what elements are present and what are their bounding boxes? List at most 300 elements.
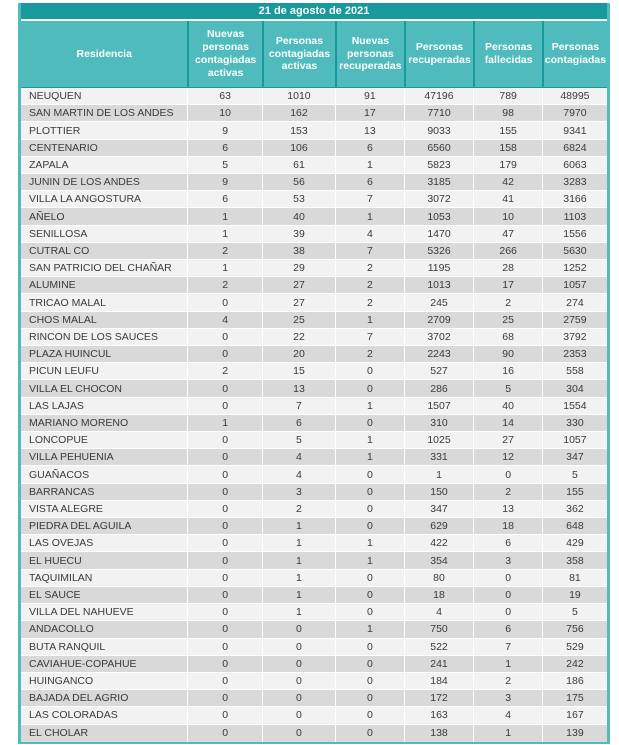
table-row [21, 432, 607, 449]
value-cell: 175 [542, 690, 607, 707]
table-row [21, 157, 607, 174]
value-cell: 6560 [404, 140, 474, 157]
value-cell: 179 [473, 157, 542, 174]
residencia-cell: PLAZA HUINCUL [21, 346, 187, 363]
residencia-cell: GUAÑACOS [21, 466, 187, 483]
residencia-cell: JUNIN DE LOS ANDES [21, 174, 187, 191]
table-header-row [21, 21, 607, 88]
value-cell: 4 [262, 449, 335, 466]
value-cell: 1470 [404, 226, 474, 243]
value-cell: 0 [187, 639, 261, 656]
residencia-cell: MARIANO MORENO [21, 415, 187, 432]
value-cell: 7 [335, 329, 404, 346]
value-cell: 40 [473, 398, 542, 415]
value-cell: 1057 [542, 432, 607, 449]
value-cell: 2 [335, 277, 404, 294]
value-cell: 16 [473, 363, 542, 380]
value-cell: 1 [262, 570, 335, 587]
value-cell: 1 [262, 535, 335, 552]
value-cell: 750 [404, 621, 474, 638]
value-cell: 6 [335, 174, 404, 191]
value-cell: 98 [473, 105, 542, 122]
value-cell: 0 [335, 363, 404, 380]
value-cell: 61 [262, 157, 335, 174]
value-cell: 0 [187, 501, 261, 518]
value-cell: 0 [187, 570, 261, 587]
value-cell: 3 [473, 690, 542, 707]
residencia-cell: ZAPALA [21, 157, 187, 174]
value-cell: 5823 [404, 157, 474, 174]
value-cell: 304 [542, 380, 607, 397]
residencia-cell: ANDACOLLO [21, 621, 187, 638]
value-cell: 25 [473, 312, 542, 329]
value-cell: 3283 [542, 174, 607, 191]
value-cell: 0 [335, 466, 404, 483]
table-date-title: 21 de agosto de 2021 [258, 5, 370, 17]
value-cell: 629 [404, 518, 474, 535]
value-cell: 0 [187, 398, 261, 415]
value-cell: 0 [335, 639, 404, 656]
table-row [21, 260, 607, 277]
value-cell: 310 [404, 415, 474, 432]
value-cell: 2 [187, 363, 261, 380]
table-row [21, 707, 607, 724]
value-cell: 184 [404, 673, 474, 690]
value-cell: 330 [542, 415, 607, 432]
value-cell: 13 [473, 501, 542, 518]
value-cell: 331 [404, 449, 474, 466]
value-cell: 1 [335, 432, 404, 449]
residencia-cell: PICUN LEUFU [21, 363, 187, 380]
table-row [21, 552, 607, 569]
value-cell: 0 [262, 673, 335, 690]
residencia-cell: LAS LAJAS [21, 398, 187, 415]
value-cell: 25 [262, 312, 335, 329]
value-cell: 27 [473, 432, 542, 449]
column-header-2: Personas contagiadas activas [262, 21, 335, 87]
value-cell: 6 [187, 191, 261, 208]
value-cell: 81 [542, 570, 607, 587]
value-cell: 0 [187, 707, 261, 724]
value-cell: 1 [404, 466, 474, 483]
value-cell: 163 [404, 707, 474, 724]
value-cell: 0 [187, 346, 261, 363]
value-cell: 6 [187, 140, 261, 157]
value-cell: 1 [335, 535, 404, 552]
value-cell: 0 [262, 690, 335, 707]
value-cell: 241 [404, 656, 474, 673]
value-cell: 0 [473, 466, 542, 483]
table-row [21, 122, 607, 139]
value-cell: 0 [187, 329, 261, 346]
value-cell: 20 [262, 346, 335, 363]
value-cell: 155 [473, 122, 542, 139]
value-cell: 5630 [542, 243, 607, 260]
residencia-cell: VISTA ALEGRE [21, 501, 187, 518]
value-cell: 0 [473, 570, 542, 587]
column-header-1: Nuevas personas contagiadas activas [187, 21, 261, 87]
value-cell: 80 [404, 570, 474, 587]
value-cell: 0 [335, 604, 404, 621]
value-cell: 19 [542, 587, 607, 604]
value-cell: 186 [542, 673, 607, 690]
value-cell: 10 [473, 208, 542, 225]
value-cell: 1 [335, 157, 404, 174]
value-cell: 558 [542, 363, 607, 380]
value-cell: 1556 [542, 226, 607, 243]
value-cell: 0 [187, 656, 261, 673]
value-cell: 7710 [404, 105, 474, 122]
table-row [21, 587, 607, 604]
table-row [21, 88, 607, 105]
table-row [21, 535, 607, 552]
value-cell: 4 [404, 604, 474, 621]
residencia-cell: NEUQUEN [21, 88, 187, 105]
value-cell: 354 [404, 552, 474, 569]
value-cell: 10 [187, 105, 261, 122]
residencia-cell: CHOS MALAL [21, 312, 187, 329]
value-cell: 2 [335, 346, 404, 363]
residencia-cell: VILLA LA ANGOSTURA [21, 191, 187, 208]
value-cell: 38 [262, 243, 335, 260]
value-cell: 0 [262, 621, 335, 638]
residencia-cell: HUINGANCO [21, 673, 187, 690]
value-cell: 1057 [542, 277, 607, 294]
residencia-cell: AÑELO [21, 208, 187, 225]
value-cell: 1507 [404, 398, 474, 415]
value-cell: 2353 [542, 346, 607, 363]
value-cell: 0 [335, 380, 404, 397]
value-cell: 56 [262, 174, 335, 191]
value-cell: 1 [473, 725, 542, 742]
value-cell: 0 [473, 587, 542, 604]
value-cell: 0 [187, 466, 261, 483]
value-cell: 242 [542, 656, 607, 673]
value-cell: 274 [542, 294, 607, 311]
table-row [21, 226, 607, 243]
value-cell: 150 [404, 484, 474, 501]
value-cell: 2 [473, 294, 542, 311]
table-row [21, 312, 607, 329]
value-cell: 155 [542, 484, 607, 501]
value-cell: 13 [262, 380, 335, 397]
value-cell: 18 [473, 518, 542, 535]
value-cell: 429 [542, 535, 607, 552]
residencia-cell: CAVIAHUE-COPAHUE [21, 656, 187, 673]
residencia-cell: LAS OVEJAS [21, 535, 187, 552]
value-cell: 529 [542, 639, 607, 656]
table-row [21, 518, 607, 535]
value-cell: 0 [187, 449, 261, 466]
residencia-cell: SAN PATRICIO DEL CHAÑAR [21, 260, 187, 277]
value-cell: 2 [187, 277, 261, 294]
residencia-cell: EL CHOLAR [21, 725, 187, 742]
value-cell: 27 [262, 277, 335, 294]
value-cell: 358 [542, 552, 607, 569]
value-cell: 0 [335, 656, 404, 673]
table-row [21, 294, 607, 311]
value-cell: 1013 [404, 277, 474, 294]
value-cell: 2759 [542, 312, 607, 329]
value-cell: 18 [404, 587, 474, 604]
residencia-cell: TRICAO MALAL [21, 294, 187, 311]
value-cell: 91 [335, 88, 404, 105]
table-row [21, 449, 607, 466]
value-cell: 153 [262, 122, 335, 139]
column-header-5: Personas fallecidas [473, 21, 542, 87]
value-cell: 0 [335, 415, 404, 432]
value-cell: 1 [335, 208, 404, 225]
value-cell: 1 [187, 226, 261, 243]
table-row [21, 501, 607, 518]
residencia-cell: RINCON DE LOS SAUCES [21, 329, 187, 346]
value-cell: 1 [262, 604, 335, 621]
value-cell: 0 [335, 690, 404, 707]
value-cell: 3185 [404, 174, 474, 191]
value-cell: 1 [262, 518, 335, 535]
table-row [21, 363, 607, 380]
value-cell: 0 [335, 570, 404, 587]
value-cell: 17 [335, 105, 404, 122]
value-cell: 245 [404, 294, 474, 311]
table-row [21, 346, 607, 363]
value-cell: 0 [187, 725, 261, 742]
column-header-4: Personas recuperadas [404, 21, 474, 87]
table-row [21, 208, 607, 225]
value-cell: 5 [542, 604, 607, 621]
value-cell: 756 [542, 621, 607, 638]
residencia-cell: VILLA PEHUENIA [21, 449, 187, 466]
value-cell: 522 [404, 639, 474, 656]
table-row [21, 725, 607, 742]
value-cell: 6 [335, 140, 404, 157]
value-cell: 3702 [404, 329, 474, 346]
value-cell: 9 [187, 122, 261, 139]
value-cell: 0 [262, 707, 335, 724]
value-cell: 1554 [542, 398, 607, 415]
value-cell: 4 [262, 466, 335, 483]
value-cell: 29 [262, 260, 335, 277]
value-cell: 0 [335, 501, 404, 518]
residencia-cell: CUTRAL CO [21, 243, 187, 260]
value-cell: 2709 [404, 312, 474, 329]
value-cell: 2 [262, 501, 335, 518]
value-cell: 15 [262, 363, 335, 380]
value-cell: 0 [262, 725, 335, 742]
value-cell: 0 [187, 690, 261, 707]
value-cell: 0 [473, 604, 542, 621]
residencia-cell: LONCOPUE [21, 432, 187, 449]
value-cell: 1 [187, 208, 261, 225]
value-cell: 90 [473, 346, 542, 363]
value-cell: 17 [473, 277, 542, 294]
value-cell: 47 [473, 226, 542, 243]
table-row [21, 604, 607, 621]
table-row [21, 191, 607, 208]
value-cell: 53 [262, 191, 335, 208]
value-cell: 7 [473, 639, 542, 656]
column-header-6: Personas contagiadas [542, 21, 607, 87]
value-cell: 0 [187, 294, 261, 311]
residencia-cell: VILLA DEL NAHUEVE [21, 604, 187, 621]
value-cell: 2243 [404, 346, 474, 363]
residencia-cell: BARRANCAS [21, 484, 187, 501]
residencia-cell: EL HUECU [21, 552, 187, 569]
table-row [21, 466, 607, 483]
value-cell: 0 [335, 587, 404, 604]
value-cell: 0 [187, 621, 261, 638]
value-cell: 4 [187, 312, 261, 329]
value-cell: 1 [335, 552, 404, 569]
value-cell: 0 [187, 673, 261, 690]
table-row [21, 639, 607, 656]
column-header-3: Nuevas personas recuperadas [335, 21, 404, 87]
value-cell: 9341 [542, 122, 607, 139]
value-cell: 5 [187, 157, 261, 174]
value-cell: 5326 [404, 243, 474, 260]
value-cell: 0 [335, 707, 404, 724]
residencia-cell: SENILLOSA [21, 226, 187, 243]
value-cell: 1 [187, 415, 261, 432]
value-cell: 0 [187, 432, 261, 449]
value-cell: 22 [262, 329, 335, 346]
table-row [21, 621, 607, 638]
value-cell: 1103 [542, 208, 607, 225]
value-cell: 0 [187, 604, 261, 621]
value-cell: 41 [473, 191, 542, 208]
value-cell: 0 [335, 518, 404, 535]
table-row [21, 174, 607, 191]
value-cell: 5 [473, 380, 542, 397]
value-cell: 7 [335, 243, 404, 260]
table-row [21, 673, 607, 690]
value-cell: 266 [473, 243, 542, 260]
table-row [21, 484, 607, 501]
table-row [21, 277, 607, 294]
value-cell: 1 [473, 656, 542, 673]
value-cell: 106 [262, 140, 335, 157]
table-row [21, 105, 607, 122]
value-cell: 1 [335, 449, 404, 466]
value-cell: 1 [262, 552, 335, 569]
table-row [21, 329, 607, 346]
value-cell: 1010 [262, 88, 335, 105]
value-cell: 14 [473, 415, 542, 432]
value-cell: 2 [335, 294, 404, 311]
value-cell: 3792 [542, 329, 607, 346]
value-cell: 6824 [542, 140, 607, 157]
value-cell: 6063 [542, 157, 607, 174]
value-cell: 0 [187, 518, 261, 535]
value-cell: 789 [473, 88, 542, 105]
residencia-cell: VILLA EL CHOCON [21, 380, 187, 397]
value-cell: 4 [473, 707, 542, 724]
value-cell: 28 [473, 260, 542, 277]
covid-cases-table [18, 3, 610, 744]
value-cell: 9 [187, 174, 261, 191]
value-cell: 0 [187, 552, 261, 569]
value-cell: 6 [262, 415, 335, 432]
value-cell: 167 [542, 707, 607, 724]
value-cell: 347 [542, 449, 607, 466]
residencia-cell: TAQUIMILAN [21, 570, 187, 587]
value-cell: 1 [187, 260, 261, 277]
value-cell: 7 [335, 191, 404, 208]
value-cell: 5 [262, 432, 335, 449]
value-cell: 68 [473, 329, 542, 346]
column-header-0: Residencia [76, 47, 132, 60]
value-cell: 0 [187, 587, 261, 604]
value-cell: 7970 [542, 105, 607, 122]
table-row [21, 415, 607, 432]
value-cell: 0 [335, 725, 404, 742]
value-cell: 5 [542, 466, 607, 483]
value-cell: 0 [335, 673, 404, 690]
value-cell: 3166 [542, 191, 607, 208]
value-cell: 0 [187, 535, 261, 552]
value-cell: 47196 [404, 88, 474, 105]
table-title-bar [21, 3, 607, 21]
residencia-cell: EL SAUCE [21, 587, 187, 604]
table-row [21, 690, 607, 707]
value-cell: 27 [262, 294, 335, 311]
value-cell: 2 [473, 484, 542, 501]
value-cell: 13 [335, 122, 404, 139]
value-cell: 1025 [404, 432, 474, 449]
value-cell: 422 [404, 535, 474, 552]
value-cell: 1 [335, 621, 404, 638]
value-cell: 4 [335, 226, 404, 243]
table-row [21, 398, 607, 415]
value-cell: 527 [404, 363, 474, 380]
residencia-cell: PIEDRA DEL AGUILA [21, 518, 187, 535]
residencia-cell: LAS COLORADAS [21, 707, 187, 724]
value-cell: 138 [404, 725, 474, 742]
table-row [21, 380, 607, 397]
value-cell: 6 [473, 621, 542, 638]
value-cell: 3 [473, 552, 542, 569]
value-cell: 1 [262, 587, 335, 604]
value-cell: 6 [473, 535, 542, 552]
table-row [21, 570, 607, 587]
value-cell: 40 [262, 208, 335, 225]
residencia-cell: ALUMINE [21, 277, 187, 294]
residencia-cell: BUTA RANQUIL [21, 639, 187, 656]
value-cell: 0 [262, 656, 335, 673]
value-cell: 7 [262, 398, 335, 415]
value-cell: 42 [473, 174, 542, 191]
value-cell: 648 [542, 518, 607, 535]
value-cell: 172 [404, 690, 474, 707]
value-cell: 39 [262, 226, 335, 243]
value-cell: 1252 [542, 260, 607, 277]
value-cell: 3072 [404, 191, 474, 208]
value-cell: 139 [542, 725, 607, 742]
residencia-cell: SAN MARTIN DE LOS ANDES [21, 105, 187, 122]
residencia-cell: BAJADA DEL AGRIO [21, 690, 187, 707]
value-cell: 2 [473, 673, 542, 690]
table-row [21, 140, 607, 157]
value-cell: 158 [473, 140, 542, 157]
value-cell: 1 [335, 312, 404, 329]
value-cell: 63 [187, 88, 261, 105]
value-cell: 362 [542, 501, 607, 518]
value-cell: 0 [187, 484, 261, 501]
value-cell: 1053 [404, 208, 474, 225]
table-row [21, 243, 607, 260]
value-cell: 3 [262, 484, 335, 501]
value-cell: 347 [404, 501, 474, 518]
